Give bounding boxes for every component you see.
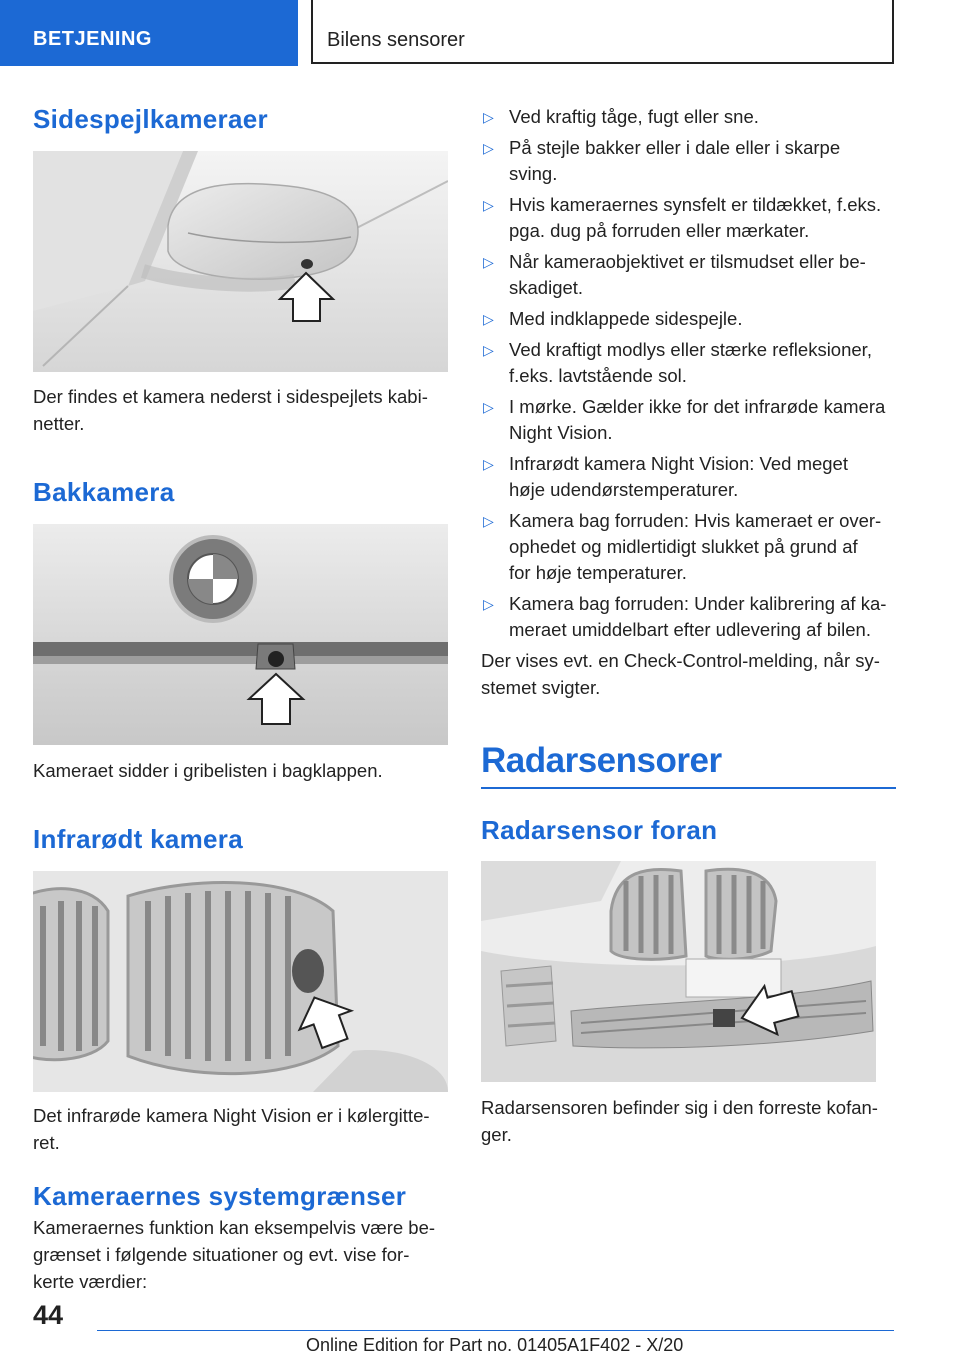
infrared-camera-text: Det infrarøde kamera Night Vision er i kølergitte- ret.: [33, 1105, 430, 1153]
limits-list-item-text: Med indklappede sidespejle.: [509, 308, 743, 329]
limits-list-item: [481, 591, 896, 643]
side-mirror-text: Der findes et kamera nederst i sidespejlets kabi- netter.: [33, 386, 428, 434]
page-header: [0, 0, 960, 66]
triangle-bullet-icon: ▷: [483, 140, 494, 156]
triangle-bullet-icon: ▷: [483, 311, 494, 327]
limits-list-item: [481, 337, 896, 389]
side-mirror-heading: Sidespejlkameraer: [33, 104, 268, 134]
triangle-bullet-icon: ▷: [483, 513, 494, 529]
limits-list-item: [481, 394, 896, 446]
limits-list-item: [481, 135, 896, 187]
section-label: BETJENING: [33, 28, 152, 50]
limits-list-item-text: Hvis kameraernes synsfelt er tildækket, f.eks. pga. dug på forruden eller mærkater.: [509, 194, 882, 241]
limits-list-item-text: Ved kraftig tåge, fugt eller sne.: [509, 106, 759, 127]
triangle-bullet-icon: ▷: [483, 342, 494, 358]
right-column: [481, 104, 896, 1148]
limits-list-item: [481, 249, 896, 301]
radar-heading-rule: [481, 787, 896, 789]
infrared-camera-heading: Infrarødt kamera: [33, 824, 243, 854]
rear-camera-heading: Bakkamera: [33, 477, 175, 507]
limits-list-item: [481, 104, 896, 130]
limits-list-item: [481, 451, 896, 503]
side-mirror-camera-illustration: [33, 151, 448, 372]
left-column: [33, 100, 448, 1295]
limits-list-item-text: Ved kraftigt modlys eller stærke refleksioner, f.eks. lavtstående sol.: [509, 339, 872, 386]
section-tab: [0, 0, 298, 66]
limits-after-text: Der vises evt. en Check-Control-melding, når sy- stemet svigter.: [481, 650, 880, 698]
triangle-bullet-icon: ▷: [483, 109, 494, 125]
triangle-bullet-icon: ▷: [483, 197, 494, 213]
limits-list-item-text: Kamera bag forruden: Under kalibrering af ka- meraet umiddelbart efter udlevering af bilen.: [509, 593, 887, 640]
infrared-camera-illustration: [33, 871, 448, 1092]
limits-list-item-text: Kamera bag forruden: Hvis kameraet er over- ophedet og midlertidigt slukket på grund af for høje temperaturer.: [509, 510, 882, 583]
edition-note: Online Edition for Part no. 01405A1F402 - X/20: [306, 1335, 684, 1355]
limits-intro: Kameraernes funktion kan eksempelvis være be- grænset i følgende situationer og evt. vise for- kerte værdier:: [33, 1217, 436, 1292]
page-number: 44: [33, 1300, 64, 1330]
triangle-bullet-icon: ▷: [483, 254, 494, 270]
limits-list-item-text: I mørke. Gælder ikke for det infrarøde kamera Night Vision.: [509, 396, 886, 443]
limits-list-item-text: Infrarødt kamera Night Vision: Ved meget høje udendørstemperaturer.: [509, 453, 848, 500]
limits-list-item-text: På stejle bakker eller i dale eller i skarpe sving.: [509, 137, 841, 184]
triangle-bullet-icon: ▷: [483, 399, 494, 415]
limits-heading: Kameraernes systemgrænser: [33, 1181, 407, 1211]
triangle-bullet-icon: ▷: [483, 596, 494, 612]
radar-front-heading: Radarsensor foran: [481, 815, 718, 845]
triangle-bullet-icon: ▷: [483, 456, 494, 472]
rear-camera-illustration: [33, 524, 448, 745]
chapter-label: Bilens sensorer: [327, 29, 465, 51]
front-radar-illustration: [481, 861, 876, 1082]
limits-list-item-text: Når kameraobjektivet er tilsmudset eller be- skadiget.: [509, 251, 866, 298]
limits-list-item: [481, 192, 896, 244]
front-radar-text: Radarsensoren befinder sig i den forreste kofan- ger.: [481, 1097, 878, 1145]
footer-rule: [97, 1330, 894, 1331]
limits-list: [481, 104, 896, 643]
radar-heading: Radarsensorer: [481, 741, 722, 780]
rear-camera-text: Kameraet sidder i gribelisten i bagklappen.: [33, 760, 383, 781]
chapter-box: [311, 0, 894, 64]
limits-list-item: [481, 508, 896, 586]
limits-list-item: [481, 306, 896, 332]
